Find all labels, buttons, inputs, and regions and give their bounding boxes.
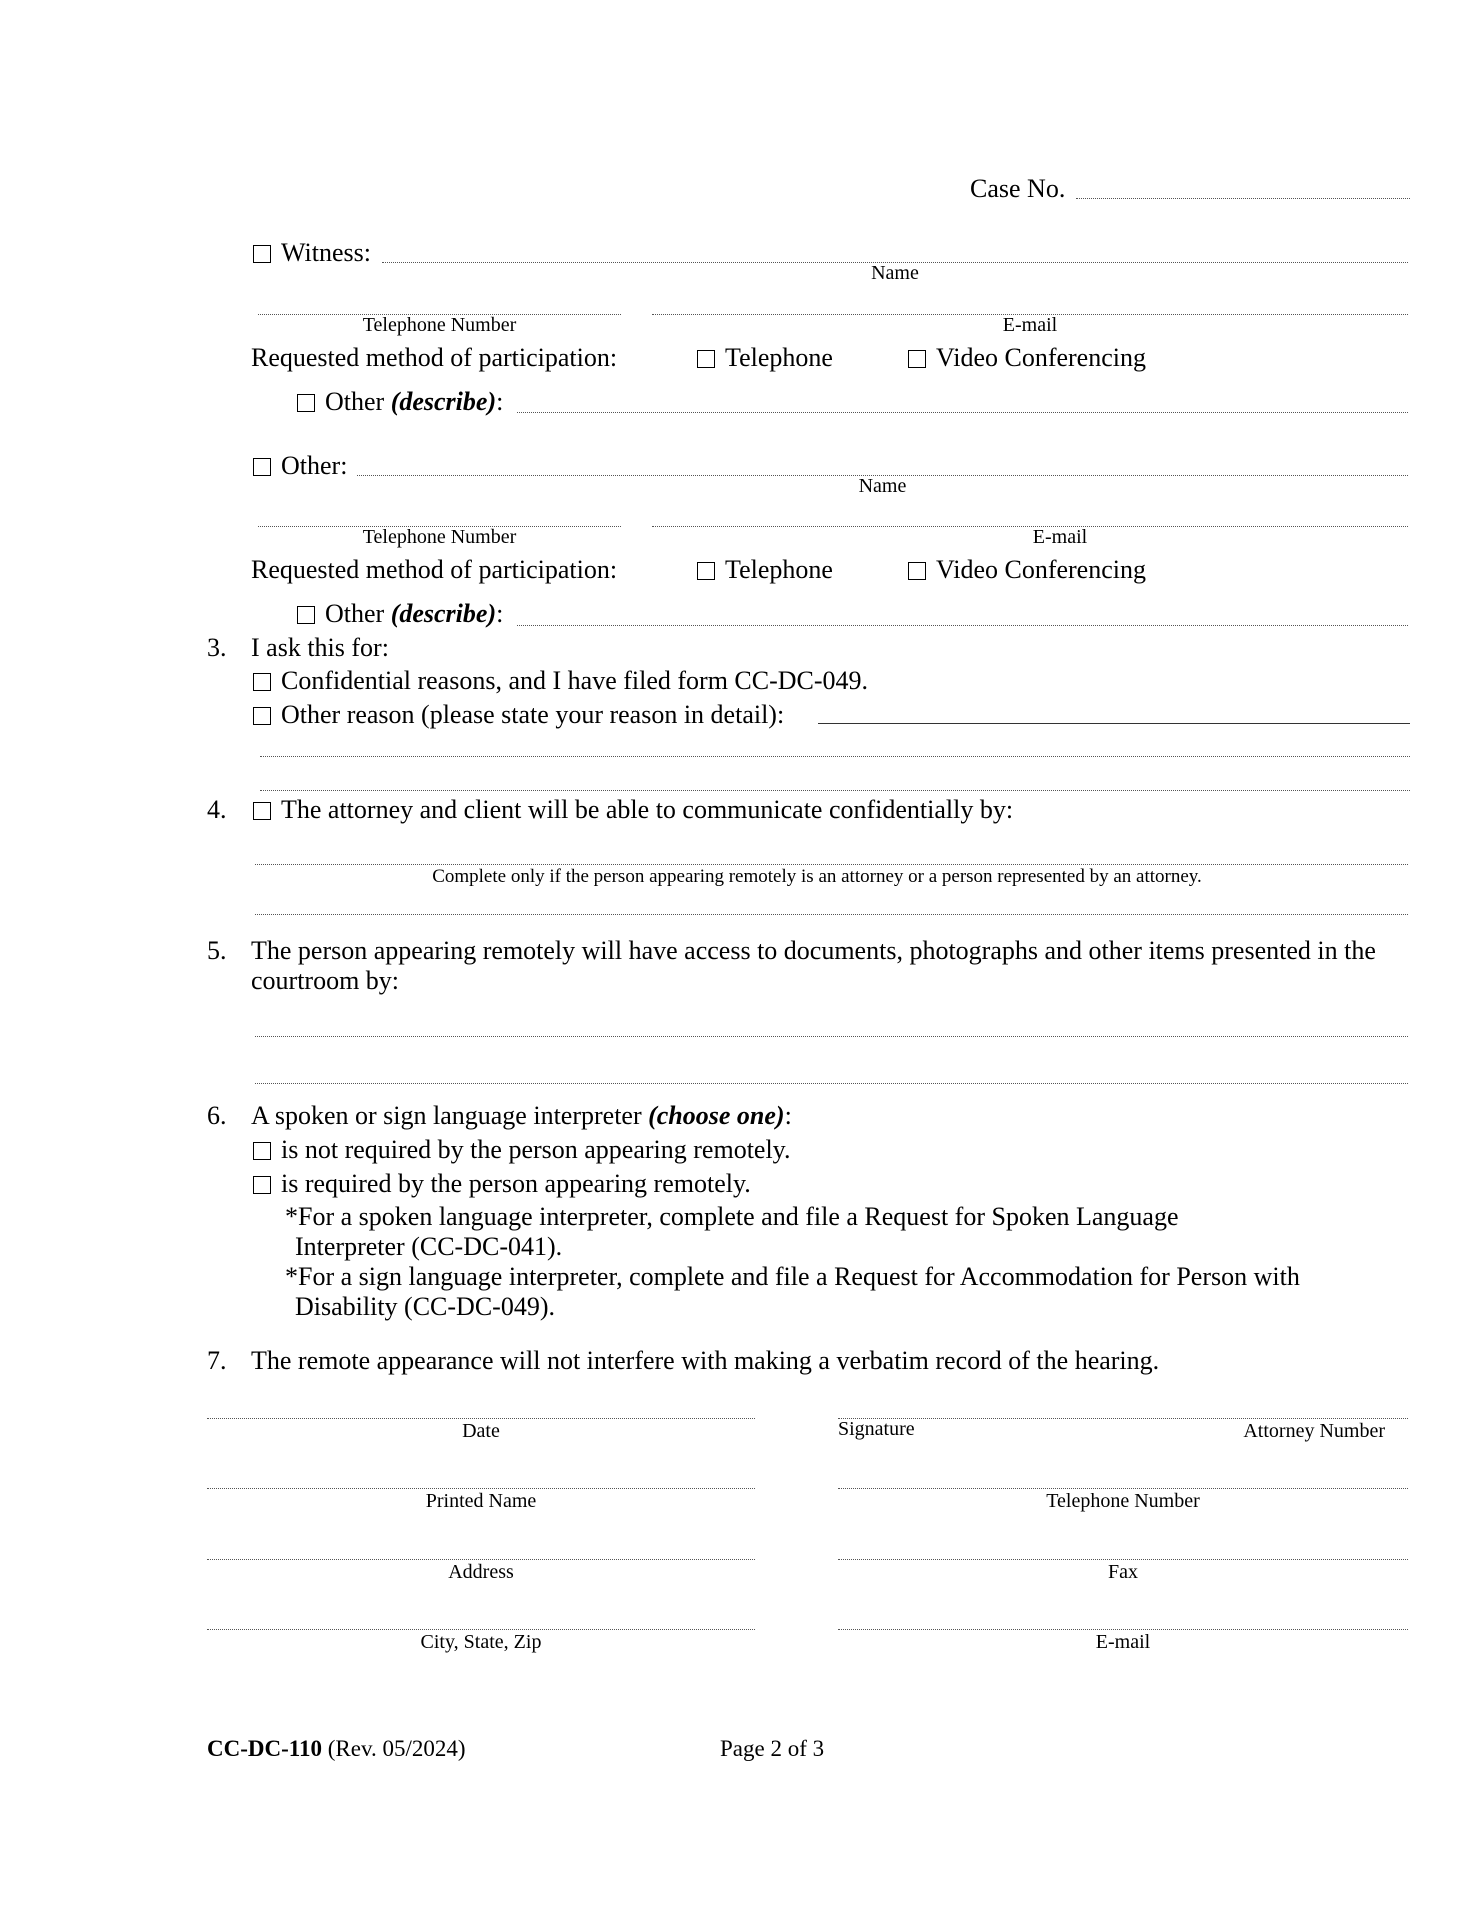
other-video-checkbox[interactable] bbox=[908, 562, 926, 580]
interpreter-not-required-option[interactable]: is not required by the person appearing remotely. bbox=[253, 1135, 791, 1165]
signature-field[interactable] bbox=[838, 1418, 1408, 1419]
printed-name-field[interactable] bbox=[207, 1488, 755, 1489]
other-reason-field-2[interactable] bbox=[260, 756, 1410, 757]
other-reason-checkbox[interactable] bbox=[253, 707, 271, 725]
witness-checkbox[interactable] bbox=[253, 245, 271, 263]
witness-telephone-option[interactable]: Telephone bbox=[697, 343, 833, 373]
fax-field[interactable] bbox=[838, 1559, 1408, 1560]
form-footer bbox=[207, 1736, 466, 1762]
item4-option[interactable]: The attorney and client will be able to communicate confidentially by: bbox=[253, 795, 1013, 825]
item5-line1: The person appearing remotely will have access to documents, photographs and other items presented in the bbox=[251, 936, 1376, 965]
other-other-option[interactable]: Other (describe): bbox=[297, 599, 503, 629]
witness-telephone-checkbox[interactable] bbox=[697, 350, 715, 368]
witness-other-checkbox[interactable] bbox=[297, 394, 315, 412]
other-person-checkbox[interactable] bbox=[253, 458, 271, 476]
other-reason-field-1[interactable] bbox=[818, 723, 1410, 724]
city-state-zip-field[interactable] bbox=[207, 1629, 755, 1630]
item4-checkbox[interactable] bbox=[253, 802, 271, 820]
witness-checkbox-row bbox=[253, 238, 371, 268]
address-caption: Address bbox=[448, 1561, 514, 1583]
other-telephone-checkbox[interactable] bbox=[697, 562, 715, 580]
item5-line2: courtroom by: bbox=[251, 966, 400, 995]
other-method-label: Requested method of participation: bbox=[251, 555, 618, 584]
printed-name-caption: Printed Name bbox=[425, 1490, 537, 1512]
item5-field-2[interactable] bbox=[255, 1083, 1408, 1084]
other-email-caption: E-mail bbox=[1032, 526, 1088, 548]
item5-number: 5. bbox=[207, 936, 227, 965]
item7-number: 7. bbox=[207, 1346, 227, 1375]
date-field[interactable] bbox=[207, 1418, 755, 1419]
not-required-checkbox[interactable] bbox=[253, 1142, 271, 1160]
sign-note-line2: Disability (CC-DC-049). bbox=[295, 1292, 555, 1321]
fax-caption: Fax bbox=[1108, 1561, 1138, 1583]
required-checkbox[interactable] bbox=[253, 1176, 271, 1194]
case-no-field[interactable] bbox=[1076, 198, 1410, 199]
witness-other-option[interactable]: Other (describe): bbox=[297, 387, 503, 417]
witness-method-label: Requested method of participation: bbox=[251, 343, 618, 372]
telephone-caption: Telephone Number bbox=[1046, 1490, 1200, 1512]
item7-text: The remote appearance will not interfere with making a verbatim record of the hearing. bbox=[251, 1346, 1160, 1375]
city-state-zip-caption: City, State, Zip bbox=[420, 1631, 542, 1653]
spoken-note-line1: *For a spoken language interpreter, complete and file a Request for Spoken Language bbox=[285, 1202, 1179, 1231]
other-telephone-option[interactable]: Telephone bbox=[697, 555, 833, 585]
case-no-label: Case No. bbox=[970, 174, 1066, 203]
email-field[interactable] bbox=[838, 1629, 1408, 1630]
email-caption: E-mail bbox=[1095, 1631, 1151, 1653]
witness-other-describe-field[interactable] bbox=[517, 412, 1408, 413]
item6-number: 6. bbox=[207, 1101, 227, 1130]
witness-video-checkbox[interactable] bbox=[908, 350, 926, 368]
item3-text: I ask this for: bbox=[251, 633, 389, 662]
other-other-checkbox[interactable] bbox=[297, 606, 315, 624]
other-video-option[interactable]: Video Conferencing bbox=[908, 555, 1146, 585]
other-checkbox-row bbox=[253, 451, 347, 481]
signature-caption: Signature bbox=[838, 1418, 915, 1440]
item6-text: A spoken or sign language interpreter (choose one): bbox=[251, 1101, 792, 1130]
item4-number: 4. bbox=[207, 795, 227, 824]
item3-confidential-option[interactable]: Confidential reasons, and I have filed form CC-DC-049. bbox=[253, 666, 868, 696]
item4-field-2[interactable] bbox=[255, 914, 1408, 915]
witness-label: Witness: bbox=[281, 238, 371, 267]
sign-note-line1: *For a sign language interpreter, complete and file a Request for Accommodation for Person with bbox=[285, 1262, 1300, 1291]
confidential-checkbox[interactable] bbox=[253, 673, 271, 691]
item5-field-1[interactable] bbox=[255, 1036, 1408, 1037]
page-number: Page 2 of 3 bbox=[720, 1736, 825, 1761]
interpreter-required-option[interactable]: is required by the person appearing remotely. bbox=[253, 1169, 751, 1199]
witness-phone-caption: Telephone Number bbox=[362, 314, 517, 336]
item3-number: 3. bbox=[207, 633, 227, 662]
witness-email-caption: E-mail bbox=[1002, 314, 1058, 336]
attorney-number-caption: Attorney Number bbox=[1243, 1420, 1385, 1442]
date-caption: Date bbox=[462, 1420, 500, 1442]
other-other-describe-field[interactable] bbox=[517, 625, 1408, 626]
item4-field-1[interactable] bbox=[255, 864, 1408, 865]
item4-note: Complete only if the person appearing remotely is an attorney or a person represented by an attorney. bbox=[432, 866, 1202, 887]
form-revision: (Rev. 05/2024) bbox=[327, 1736, 466, 1761]
telephone-field[interactable] bbox=[838, 1488, 1408, 1489]
witness-video-option[interactable]: Video Conferencing bbox=[908, 343, 1146, 373]
witness-name-caption: Name bbox=[871, 262, 919, 284]
address-field[interactable] bbox=[207, 1559, 755, 1560]
other-reason-field-3[interactable] bbox=[260, 790, 1410, 791]
other-phone-caption: Telephone Number bbox=[362, 526, 517, 548]
spoken-note-line2: Interpreter (CC-DC-041). bbox=[295, 1232, 563, 1261]
item3-other-reason-option[interactable]: Other reason (please state your reason in detail): bbox=[253, 700, 784, 730]
form-id: CC-DC-110 bbox=[207, 1736, 322, 1761]
other-person-label: Other: bbox=[281, 451, 348, 480]
other-name-caption: Name bbox=[858, 475, 907, 497]
